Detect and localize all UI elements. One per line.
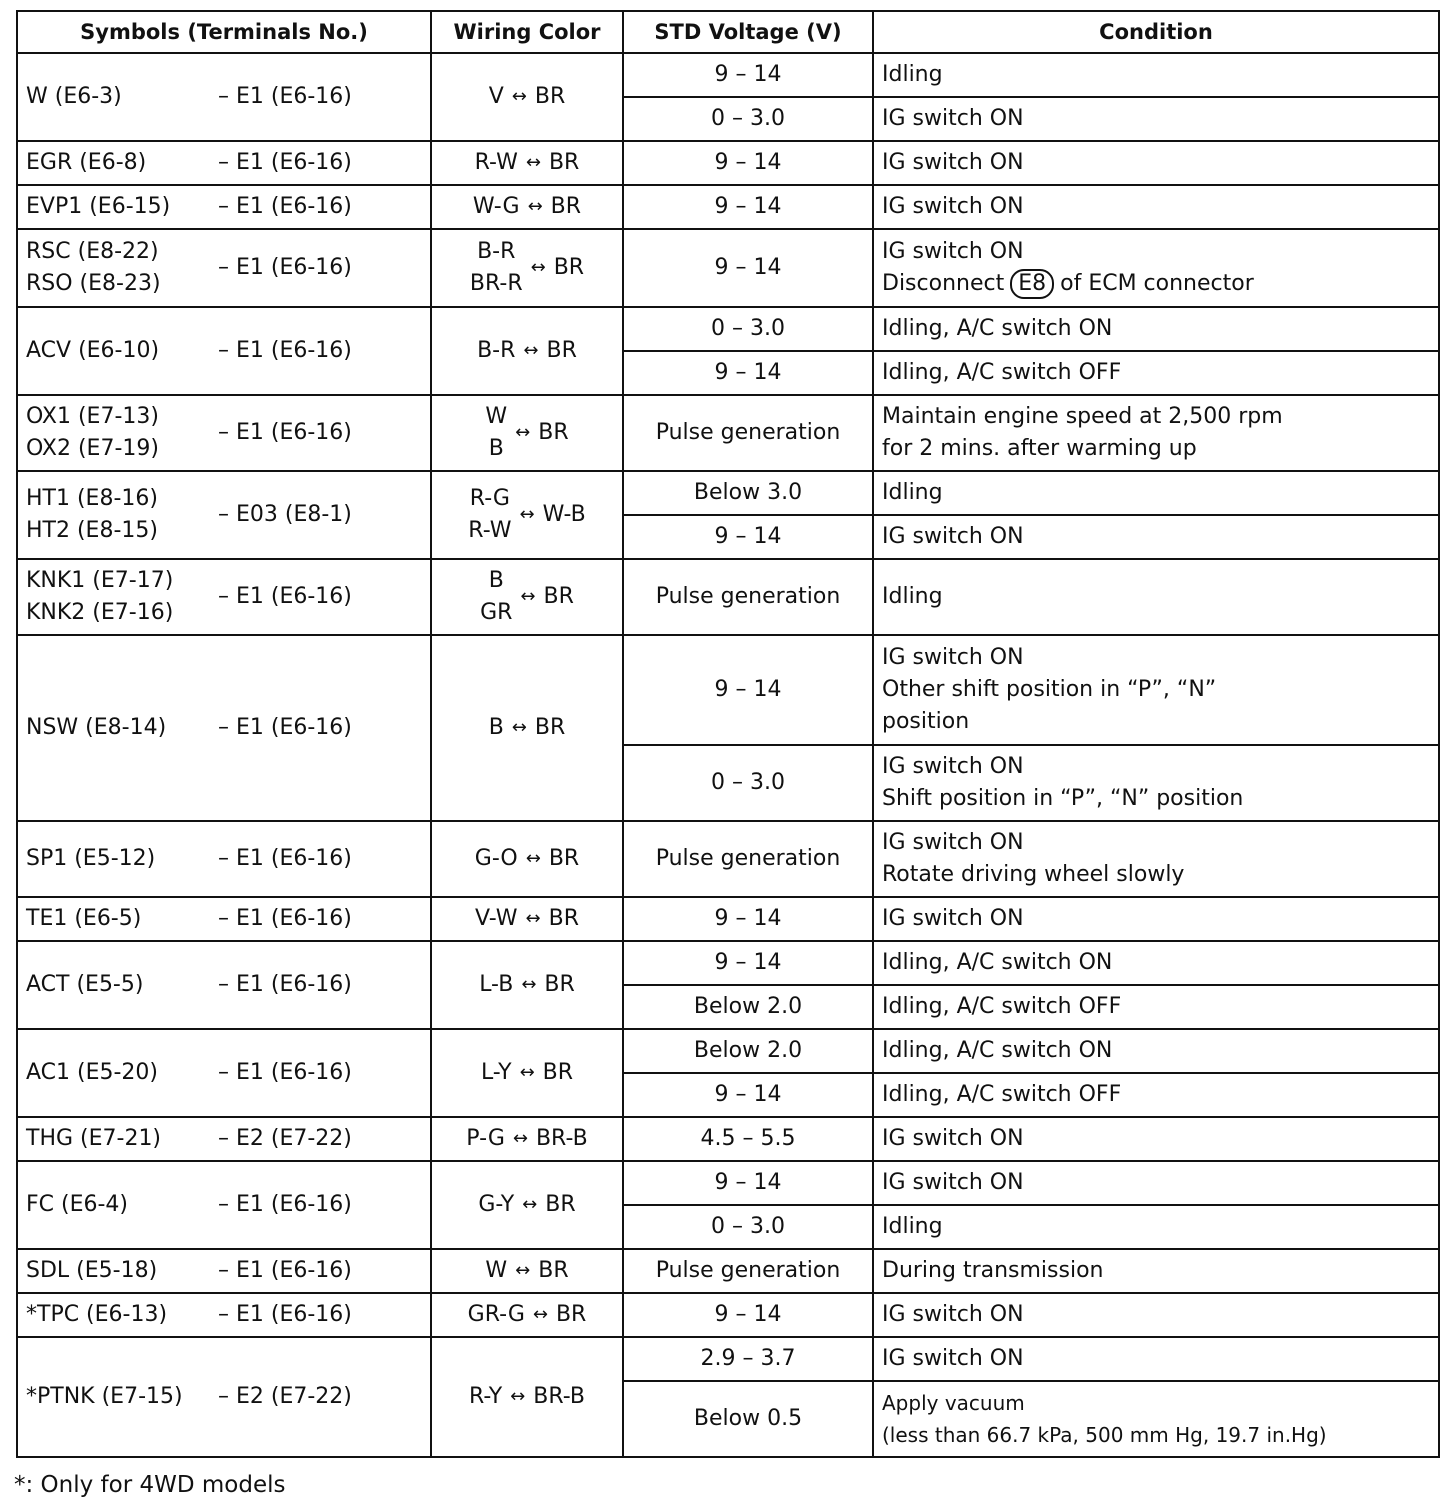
ground-wire-color: BR: [548, 906, 580, 931]
ground-terminal: – E2 (E7-22): [218, 1384, 352, 1409]
double-arrow-icon: ↔: [519, 1062, 535, 1083]
double-arrow-icon: ↔: [515, 1260, 531, 1281]
double-arrow-icon: ↔: [510, 1386, 526, 1407]
ground-terminal: – E1 (E6-16): [218, 1060, 352, 1085]
terminal-symbol: W (E6-3): [26, 84, 122, 109]
std-voltage-cell: 9 – 14: [623, 351, 873, 395]
condition-line: Rotate driving wheel slowly: [882, 862, 1185, 887]
condition-cell: [873, 515, 1439, 559]
ground-terminal: – E03 (E8-1): [218, 502, 352, 527]
double-arrow-icon: ↔: [532, 1304, 548, 1325]
ground-terminal: – E1 (E6-16): [218, 972, 352, 997]
ground-wire-color: BR: [545, 1192, 576, 1217]
condition-cell: [873, 53, 1439, 97]
terminal-symbol-cell: [17, 1117, 431, 1161]
condition-line: Idling: [882, 62, 943, 87]
ground-wire-color: BR: [544, 972, 575, 997]
wire-color: W: [485, 404, 508, 429]
std-voltage-cell: Below 0.5: [623, 1381, 873, 1457]
condition-line: IG switch ON: [882, 239, 1024, 264]
ground-wire-color: BR: [553, 255, 585, 280]
ground-wire-color: BR: [542, 1060, 574, 1085]
std-voltage-cell: 4.5 – 5.5: [623, 1117, 873, 1161]
wiring-color-cell: [431, 307, 623, 395]
double-arrow-icon: ↔: [512, 1128, 528, 1149]
condition-line: IG switch ON: [882, 150, 1024, 175]
double-arrow-icon: ↔: [525, 848, 541, 869]
wire-color: R-G: [469, 486, 510, 511]
ground-terminal: – E2 (E7-22): [218, 1126, 352, 1151]
terminal-symbol: THG (E7-21): [26, 1126, 162, 1151]
double-arrow-icon: ↔: [511, 717, 527, 738]
wiring-color-cell: [431, 559, 623, 635]
terminal-symbol-cell: [17, 635, 431, 821]
wiring-color-cell: [431, 53, 623, 141]
condition-cell: [873, 1337, 1439, 1381]
condition-cell: [873, 141, 1439, 185]
wire-color: P-G: [466, 1126, 505, 1151]
condition-line: Idling, A/C switch ON: [882, 950, 1113, 975]
ground-wire-color: BR: [548, 150, 580, 175]
condition-line: (less than 66.7 kPa, 500 mm Hg, 19.7 in.Hg): [882, 1423, 1327, 1447]
condition-line: Idling: [882, 584, 943, 609]
condition-cell: [873, 229, 1439, 307]
wire-color: W: [485, 1258, 508, 1283]
wiring-color-cell: [431, 1161, 623, 1249]
wiring-color-cell: [431, 1249, 623, 1293]
wire-color: BR-R: [469, 271, 523, 296]
wiring-color-cell: [431, 185, 623, 229]
double-arrow-icon: ↔: [523, 340, 539, 361]
condition-cell: [873, 635, 1439, 745]
ground-terminal: – E1 (E6-16): [218, 338, 352, 363]
condition-cell: [873, 1249, 1439, 1293]
ground-terminal: – E1 (E6-16): [218, 84, 352, 109]
condition-cell: [873, 985, 1439, 1029]
condition-cell: [873, 1073, 1439, 1117]
condition-cell: [873, 1293, 1439, 1337]
wire-color: L-B: [479, 972, 514, 997]
wire-color: B: [488, 568, 504, 593]
table-row: [17, 1293, 1439, 1337]
double-arrow-icon: ↔: [511, 86, 527, 107]
double-arrow-icon: ↔: [527, 196, 543, 217]
wire-color: B-R: [477, 239, 516, 264]
std-voltage-cell: 0 – 3.0: [623, 97, 873, 141]
condition-cell: [873, 821, 1439, 897]
terminal-symbol-cell: [17, 941, 431, 1029]
ground-terminal: – E1 (E6-16): [218, 1302, 352, 1327]
std-voltage-cell: 0 – 3.0: [623, 1205, 873, 1249]
std-voltage-cell: 9 – 14: [623, 229, 873, 307]
condition-line: IG switch ON: [882, 645, 1024, 670]
double-arrow-icon: ↔: [519, 504, 535, 525]
std-voltage-cell: 9 – 14: [623, 185, 873, 229]
table-row: [17, 307, 1439, 351]
condition-cell: [873, 941, 1439, 985]
condition-line: IG switch ON: [882, 1346, 1024, 1371]
condition-line: for 2 mins. after warming up: [882, 436, 1197, 461]
ground-terminal: – E1 (E6-16): [218, 1192, 352, 1217]
std-voltage-cell: Pulse generation: [623, 821, 873, 897]
condition-line: Idling, A/C switch ON: [882, 1038, 1113, 1063]
wire-color: V-W: [474, 906, 518, 931]
wire-color: R-W: [468, 518, 512, 543]
condition-line: Other shift position in “P”, “N”: [882, 677, 1217, 702]
std-voltage-cell: Pulse generation: [623, 395, 873, 471]
ground-wire-color: BR: [550, 194, 582, 219]
std-voltage-cell: 9 – 14: [623, 141, 873, 185]
table-row: [17, 141, 1439, 185]
condition-cell: [873, 351, 1439, 395]
terminal-symbol: ACV (E6-10): [26, 338, 160, 363]
wiring-color-cell: [431, 1293, 623, 1337]
wire-color: B: [488, 436, 504, 461]
condition-cell: [873, 1205, 1439, 1249]
ground-wire-color: BR: [548, 846, 580, 871]
std-voltage-cell: 9 – 14: [623, 635, 873, 745]
condition-line: position: [882, 709, 970, 734]
terminal-symbol: HT2 (E8-15): [26, 518, 158, 543]
wiring-color-cell: [431, 1337, 623, 1457]
condition-cell: [873, 745, 1439, 821]
condition-cell: [873, 1161, 1439, 1205]
table-row: [17, 821, 1439, 897]
table-row: [17, 1117, 1439, 1161]
header-std-voltage: STD Voltage (V): [623, 11, 873, 53]
table-row: [17, 1029, 1439, 1073]
terminal-symbol-cell: [17, 1029, 431, 1117]
wiring-color-cell: [431, 141, 623, 185]
table-row: [17, 635, 1439, 745]
wire-color: V: [488, 84, 504, 109]
ground-terminal: – E1 (E6-16): [218, 255, 352, 280]
condition-cell: [873, 1029, 1439, 1073]
ground-wire-color: BR: [546, 338, 577, 363]
wiring-color-cell: [431, 1117, 623, 1161]
condition-line: Idling: [882, 480, 943, 505]
condition-line: Idling, A/C switch OFF: [882, 994, 1122, 1019]
condition-text: Disconnect: [882, 271, 1005, 296]
table-row: [17, 1249, 1439, 1293]
condition-line: [882, 268, 1430, 300]
table-header-row: [17, 11, 1439, 53]
condition-line: IG switch ON: [882, 1126, 1024, 1151]
table-row: [17, 559, 1439, 635]
std-voltage-cell: 9 – 14: [623, 897, 873, 941]
condition-cell: [873, 97, 1439, 141]
table-row: [17, 1161, 1439, 1205]
terminal-symbol: TE1 (E6-5): [26, 906, 142, 931]
terminal-symbol: *TPC (E6-13): [26, 1302, 168, 1327]
ground-wire-color: BR: [534, 84, 566, 109]
wire-color: G-O: [474, 846, 518, 871]
table-row: [17, 53, 1439, 97]
terminal-symbol-cell: [17, 53, 431, 141]
table-row: [17, 941, 1439, 985]
ground-wire-color: W-B: [542, 502, 586, 527]
ground-terminal: – E1 (E6-16): [218, 584, 352, 609]
double-arrow-icon: ↔: [530, 257, 546, 278]
condition-line: IG switch ON: [882, 906, 1024, 931]
condition-cell: [873, 185, 1439, 229]
wire-color: G-Y: [478, 1192, 515, 1217]
connector-label: E8: [1010, 269, 1054, 299]
wiring-color-cell: [431, 471, 623, 559]
std-voltage-cell: 0 – 3.0: [623, 307, 873, 351]
terminal-symbol-cell: [17, 185, 431, 229]
terminal-symbol-cell: [17, 1337, 431, 1457]
ground-wire-color: BR: [534, 715, 566, 740]
condition-cell: [873, 559, 1439, 635]
ground-wire-color: BR-B: [533, 1384, 585, 1409]
terminal-symbol: OX2 (E7-19): [26, 436, 159, 461]
table-row: [17, 1337, 1439, 1381]
wire-color: GR: [480, 600, 513, 625]
double-arrow-icon: ↔: [521, 974, 537, 995]
wire-color: B: [488, 715, 504, 740]
ground-terminal: – E1 (E6-16): [218, 715, 352, 740]
ground-terminal: – E1 (E6-16): [218, 846, 352, 871]
table-row: [17, 185, 1439, 229]
condition-text: of ECM connector: [1060, 271, 1254, 296]
ground-terminal: – E1 (E6-16): [218, 194, 352, 219]
std-voltage-cell: 2.9 – 3.7: [623, 1337, 873, 1381]
wire-color: L-Y: [480, 1060, 512, 1085]
condition-line: IG switch ON: [882, 106, 1024, 131]
std-voltage-cell: 9 – 14: [623, 1161, 873, 1205]
condition-line: IG switch ON: [882, 194, 1024, 219]
std-voltage-cell: 9 – 14: [623, 515, 873, 559]
wiring-color-cell: [431, 635, 623, 821]
condition-cell: [873, 1117, 1439, 1161]
std-voltage-cell: 9 – 14: [623, 1293, 873, 1337]
ground-terminal: – E1 (E6-16): [218, 1258, 352, 1283]
terminal-symbol: ACT (E5-5): [26, 972, 144, 997]
terminal-symbol: SP1 (E5-12): [26, 846, 156, 871]
condition-line: Idling: [882, 1214, 943, 1239]
header-condition: Condition: [873, 11, 1439, 53]
table-row: [17, 897, 1439, 941]
terminal-symbol: EVP1 (E6-15): [26, 194, 171, 219]
ecm-terminal-voltage-table: [16, 10, 1440, 1458]
std-voltage-cell: Pulse generation: [623, 1249, 873, 1293]
terminal-symbol-cell: [17, 1249, 431, 1293]
wire-color: W-G: [472, 194, 520, 219]
condition-line: IG switch ON: [882, 1302, 1024, 1327]
table-body: [17, 53, 1439, 1457]
double-arrow-icon: ↔: [522, 1194, 538, 1215]
wire-color: R-W: [474, 150, 518, 175]
wiring-color-cell: [431, 395, 623, 471]
wiring-color-cell: [431, 897, 623, 941]
ground-terminal: – E1 (E6-16): [218, 906, 352, 931]
table-row: [17, 395, 1439, 471]
table-row: [17, 229, 1439, 307]
ground-wire-color: BR: [538, 420, 569, 445]
double-arrow-icon: ↔: [515, 422, 531, 443]
double-arrow-icon: ↔: [520, 586, 536, 607]
wiring-color-cell: [431, 821, 623, 897]
condition-line: IG switch ON: [882, 524, 1024, 549]
terminal-symbol-cell: [17, 897, 431, 941]
terminal-symbol: KNK1 (E7-17): [26, 568, 174, 593]
condition-cell: [873, 471, 1439, 515]
std-voltage-cell: 9 – 14: [623, 53, 873, 97]
terminal-symbol-cell: [17, 229, 431, 307]
terminal-symbol-cell: [17, 821, 431, 897]
std-voltage-cell: Below 2.0: [623, 1029, 873, 1073]
terminal-symbol: OX1 (E7-13): [26, 404, 159, 429]
std-voltage-cell: Below 3.0: [623, 471, 873, 515]
condition-cell: [873, 897, 1439, 941]
ground-terminal: – E1 (E6-16): [218, 420, 352, 445]
terminal-symbol-cell: [17, 141, 431, 185]
terminal-symbol: HT1 (E8-16): [26, 486, 158, 511]
condition-line: During transmission: [882, 1258, 1104, 1283]
table-row: [17, 471, 1439, 515]
terminal-symbol-cell: [17, 559, 431, 635]
terminal-symbol: RSO (E8-23): [26, 271, 161, 296]
terminal-symbol: FC (E6-4): [26, 1192, 129, 1217]
footnote: *: Only for 4WD models: [14, 1472, 286, 1498]
condition-line: Shift position in “P”, “N” position: [882, 786, 1244, 811]
wire-color: B-R: [477, 338, 516, 363]
ground-wire-color: BR: [555, 1302, 587, 1327]
header-symbols: Symbols (Terminals No.): [17, 11, 431, 53]
terminal-symbol-cell: [17, 471, 431, 559]
wiring-color-cell: [431, 1029, 623, 1117]
condition-line: Apply vacuum: [882, 1391, 1025, 1415]
terminal-symbol-cell: [17, 395, 431, 471]
std-voltage-cell: Pulse generation: [623, 559, 873, 635]
ground-wire-color: BR: [538, 1258, 569, 1283]
wiring-color-cell: [431, 229, 623, 307]
ground-wire-color: BR-B: [535, 1126, 588, 1151]
terminal-symbol-cell: [17, 1293, 431, 1337]
condition-cell: [873, 307, 1439, 351]
condition-line: IG switch ON: [882, 830, 1024, 855]
double-arrow-icon: ↔: [525, 908, 541, 929]
terminal-symbol: SDL (E5-18): [26, 1258, 158, 1283]
std-voltage-cell: 9 – 14: [623, 1073, 873, 1117]
condition-cell: [873, 395, 1439, 471]
ground-wire-color: BR: [543, 584, 574, 609]
ground-terminal: – E1 (E6-16): [218, 150, 352, 175]
std-voltage-cell: 0 – 3.0: [623, 745, 873, 821]
header-wiring-color: Wiring Color: [431, 11, 623, 53]
terminal-symbol: *PTNK (E7-15): [26, 1384, 183, 1409]
condition-line: Maintain engine speed at 2,500 rpm: [882, 404, 1283, 429]
condition-line: IG switch ON: [882, 754, 1024, 779]
terminal-symbol: KNK2 (E7-16): [26, 600, 174, 625]
terminal-symbol: NSW (E8-14): [26, 715, 167, 740]
condition-cell: [873, 1381, 1439, 1457]
condition-line: Idling, A/C switch ON: [882, 316, 1113, 341]
terminal-symbol-cell: [17, 1161, 431, 1249]
terminal-symbol: AC1 (E5-20): [26, 1060, 159, 1085]
condition-line: IG switch ON: [882, 1170, 1024, 1195]
condition-line: Idling, A/C switch OFF: [882, 1082, 1122, 1107]
terminal-symbol-cell: [17, 307, 431, 395]
wire-color: GR-G: [467, 1302, 525, 1327]
wire-color: R-Y: [469, 1384, 503, 1409]
std-voltage-cell: 9 – 14: [623, 941, 873, 985]
std-voltage-cell: Below 2.0: [623, 985, 873, 1029]
condition-line: Idling, A/C switch OFF: [882, 360, 1122, 385]
wiring-color-cell: [431, 941, 623, 1029]
terminal-symbol: RSC (E8-22): [26, 239, 159, 264]
double-arrow-icon: ↔: [525, 152, 541, 173]
terminal-symbol: EGR (E6-8): [26, 150, 147, 175]
